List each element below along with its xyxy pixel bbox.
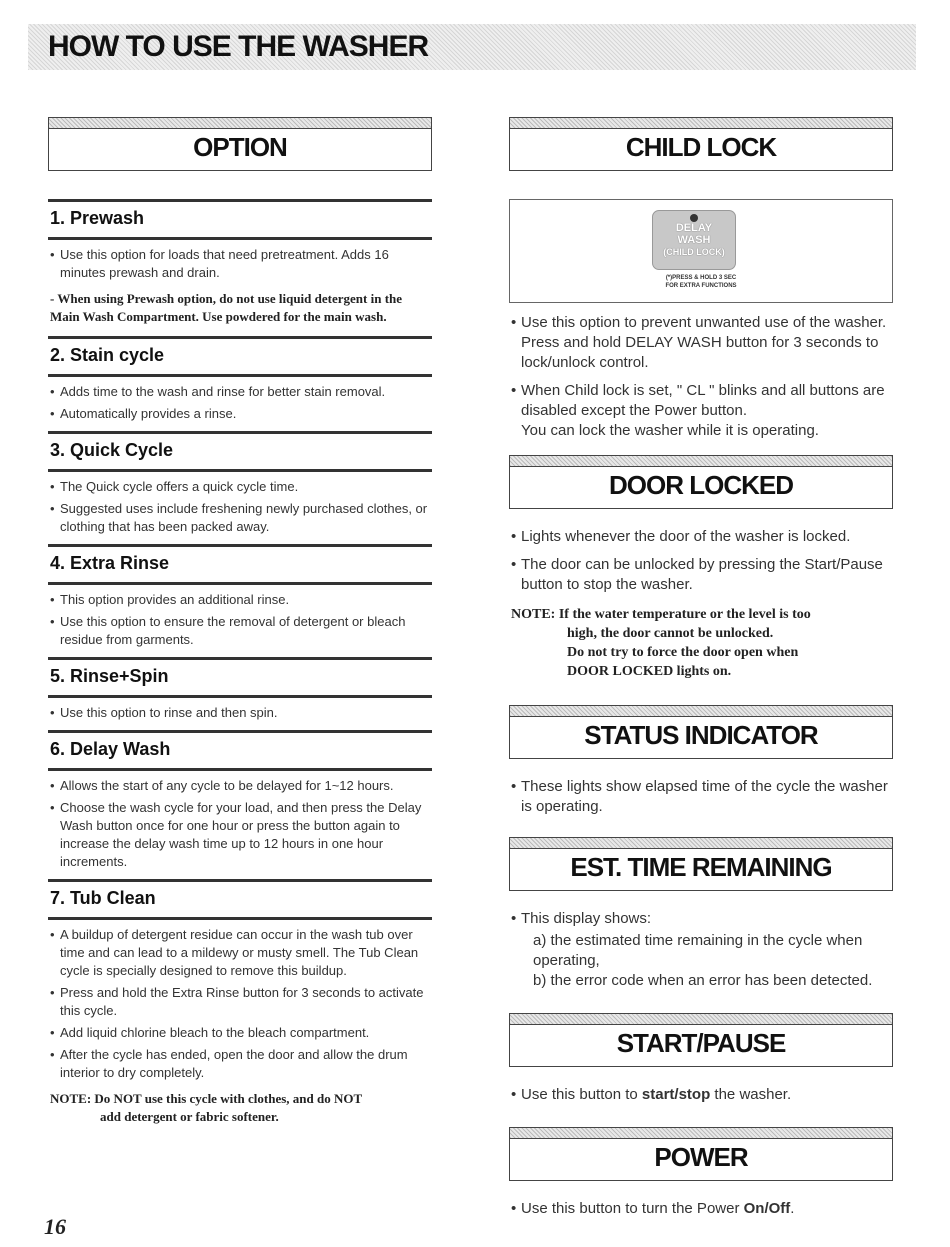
list-item xyxy=(509,1199,893,1219)
delay-wash-heading: 6. Delay Wash xyxy=(50,739,171,759)
panel-caption-line2: FOR EXTRA FUNCTIONS xyxy=(665,283,737,289)
est-time-title-box xyxy=(509,837,893,891)
rinse-spin-list xyxy=(48,704,432,722)
section-heading xyxy=(48,657,432,698)
door-note-line2: high, the door cannot be unlocked. xyxy=(567,626,774,641)
section-heading xyxy=(48,431,432,472)
door-note-line1: NOTE: If the water temperature or the level is too xyxy=(511,607,811,622)
quick-cycle-heading: 3. Quick Cycle xyxy=(50,440,174,460)
prewash-note: - When using Prewash option, do not use liquid detergent in the Main Wash Compartment. Use powdered for the main wash. xyxy=(50,291,403,324)
section-heading xyxy=(48,336,432,377)
rinse-spin-heading: 5. Rinse+Spin xyxy=(50,666,169,686)
page-title: HOW TO USE THE WASHER xyxy=(48,30,429,63)
list-item: • The door can be unlocked by pressing the Start/Pause button to stop the washer. xyxy=(509,555,893,595)
section-heading xyxy=(48,199,432,240)
list-item: • Use this option to ensure the removal of detergent or bleach residue from garments. xyxy=(48,613,432,649)
start-pause-text-pre: Use this button to xyxy=(521,1086,638,1103)
delay-wash-button xyxy=(652,210,736,270)
prewash-heading: 1. Prewash xyxy=(50,208,145,228)
delay-wash-list xyxy=(48,777,432,871)
est-time-sublist xyxy=(521,931,893,991)
tub-clean-heading: 7. Tub Clean xyxy=(50,888,156,908)
list-item: • This option provides an additional rinse. xyxy=(48,591,432,609)
control-panel-illustration xyxy=(509,199,893,303)
page-number: 16 xyxy=(44,1214,66,1239)
tub-clean-list xyxy=(48,926,432,1082)
est-time-item-b: b) the error code when an error has been detected. xyxy=(533,972,873,989)
child-lock-title: CHILD LOCK xyxy=(625,132,777,162)
tub-clean-note xyxy=(50,1090,432,1126)
list-item: • Add liquid chlorine bleach to the bleach compartment. xyxy=(48,1024,432,1042)
est-time-list xyxy=(509,909,893,929)
panel-caption xyxy=(510,274,892,290)
child-lock-title-box xyxy=(509,117,893,171)
panel-button-line2: WASH xyxy=(677,234,711,246)
list-item: • After the cycle has ended, open the door and allow the drum interior to dry completely. xyxy=(48,1046,432,1082)
list-item: • These lights show elapsed time of the cycle the washer is operating. xyxy=(509,777,893,817)
list-item: • Automatically provides a rinse. xyxy=(48,405,432,423)
est-time-title: EST. TIME REMAINING xyxy=(570,852,832,882)
extra-rinse-heading: 4. Extra Rinse xyxy=(50,553,170,573)
option-title: OPTION xyxy=(193,132,287,162)
list-item: • This display shows: xyxy=(509,909,893,929)
start-pause-text-post: the washer. xyxy=(714,1086,792,1103)
door-locked-note xyxy=(511,605,893,681)
status-indicator-title-box xyxy=(509,705,893,759)
prewash-list xyxy=(48,246,432,282)
list-item: • The Quick cycle offers a quick cycle time. xyxy=(48,478,432,496)
power-text-post: . xyxy=(790,1200,795,1217)
list-item: • A buildup of detergent residue can occur in the wash tub over time and can lead to a mildewy or musty smell. The Tub Clean cycle is specially designed to remove this buildup. xyxy=(48,926,432,980)
list-item: • Adds time to the wash and rinse for better stain removal. xyxy=(48,383,432,401)
power-title: POWER xyxy=(654,1142,748,1172)
extra-rinse-list xyxy=(48,591,432,649)
start-pause-title-box xyxy=(509,1013,893,1067)
list-item xyxy=(509,1085,893,1105)
stain-cycle-heading: 2. Stain cycle xyxy=(50,345,165,365)
child-lock-bullet2b: You can lock the washer while it is operating. xyxy=(521,422,819,439)
list-item: • Allows the start of any cycle to be delayed for 1~12 hours. xyxy=(48,777,432,795)
door-locked-list xyxy=(509,527,893,595)
power-text-bold: On/Off xyxy=(743,1200,791,1217)
door-note-line4: DOOR LOCKED lights on. xyxy=(567,664,732,679)
list-item: • Use this option to prevent unwanted use of the washer. Press and hold DELAY WASH button for 3 seconds to lock/unlock control. xyxy=(509,313,893,373)
start-pause-title: START/PAUSE xyxy=(616,1028,786,1058)
door-note-line3: Do not try to force the door open when xyxy=(567,645,799,660)
start-pause-text-bold: start/stop xyxy=(641,1086,711,1103)
list-item: • Use this option to rinse and then spin. xyxy=(48,704,432,722)
page-header xyxy=(28,24,916,70)
list-item: • Suggested uses include freshening newly purchased clothes, or clothing that has been packed away. xyxy=(48,500,432,536)
tub-clean-note-line1: NOTE: Do NOT use this cycle with clothes, and do NOT xyxy=(50,1091,363,1106)
status-indicator-list xyxy=(509,777,893,817)
panel-button-line1: DELAY xyxy=(675,222,713,234)
section-heading xyxy=(48,544,432,585)
door-locked-title-box xyxy=(509,455,893,509)
indicator-light-icon xyxy=(690,214,698,222)
panel-button-line3: (CHILD LOCK) xyxy=(663,247,725,257)
tub-clean-note-line2: add detergent or fabric softener. xyxy=(100,1109,279,1124)
option-title-box xyxy=(48,117,432,171)
power-list xyxy=(509,1199,893,1219)
status-indicator-title: STATUS INDICATOR xyxy=(584,720,818,750)
panel-caption-line1: (*)PRESS & HOLD 3 SEC xyxy=(665,275,737,281)
list-item: • Lights whenever the door of the washer is locked. xyxy=(509,527,893,547)
list-item: • Choose the wash cycle for your load, and then press the Delay Wash button once for one hour or press the button again to increase the delay wash time up to 12 hours in one hour increments. xyxy=(48,799,432,871)
power-text-pre: Use this button to turn the Power xyxy=(521,1200,740,1217)
section-heading xyxy=(48,879,432,920)
door-locked-title: DOOR LOCKED xyxy=(609,470,793,500)
list-item xyxy=(509,381,893,441)
start-pause-list xyxy=(509,1085,893,1105)
right-column xyxy=(509,117,893,1227)
child-lock-bullet2: When Child lock is set, " CL " blinks and all buttons are disabled except the Power button. xyxy=(521,382,885,419)
list-item: • Press and hold the Extra Rinse button for 3 seconds to activate this cycle. xyxy=(48,984,432,1020)
left-column xyxy=(48,117,432,1126)
est-time-item-a: a) the estimated time remaining in the cycle when operating, xyxy=(533,932,863,969)
list-item: • Use this option for loads that need pretreatment. Adds 16 minutes prewash and drain. xyxy=(48,246,432,282)
power-title-box xyxy=(509,1127,893,1181)
stain-cycle-list xyxy=(48,383,432,423)
section-heading xyxy=(48,730,432,771)
child-lock-list xyxy=(509,313,893,441)
quick-cycle-list xyxy=(48,478,432,536)
